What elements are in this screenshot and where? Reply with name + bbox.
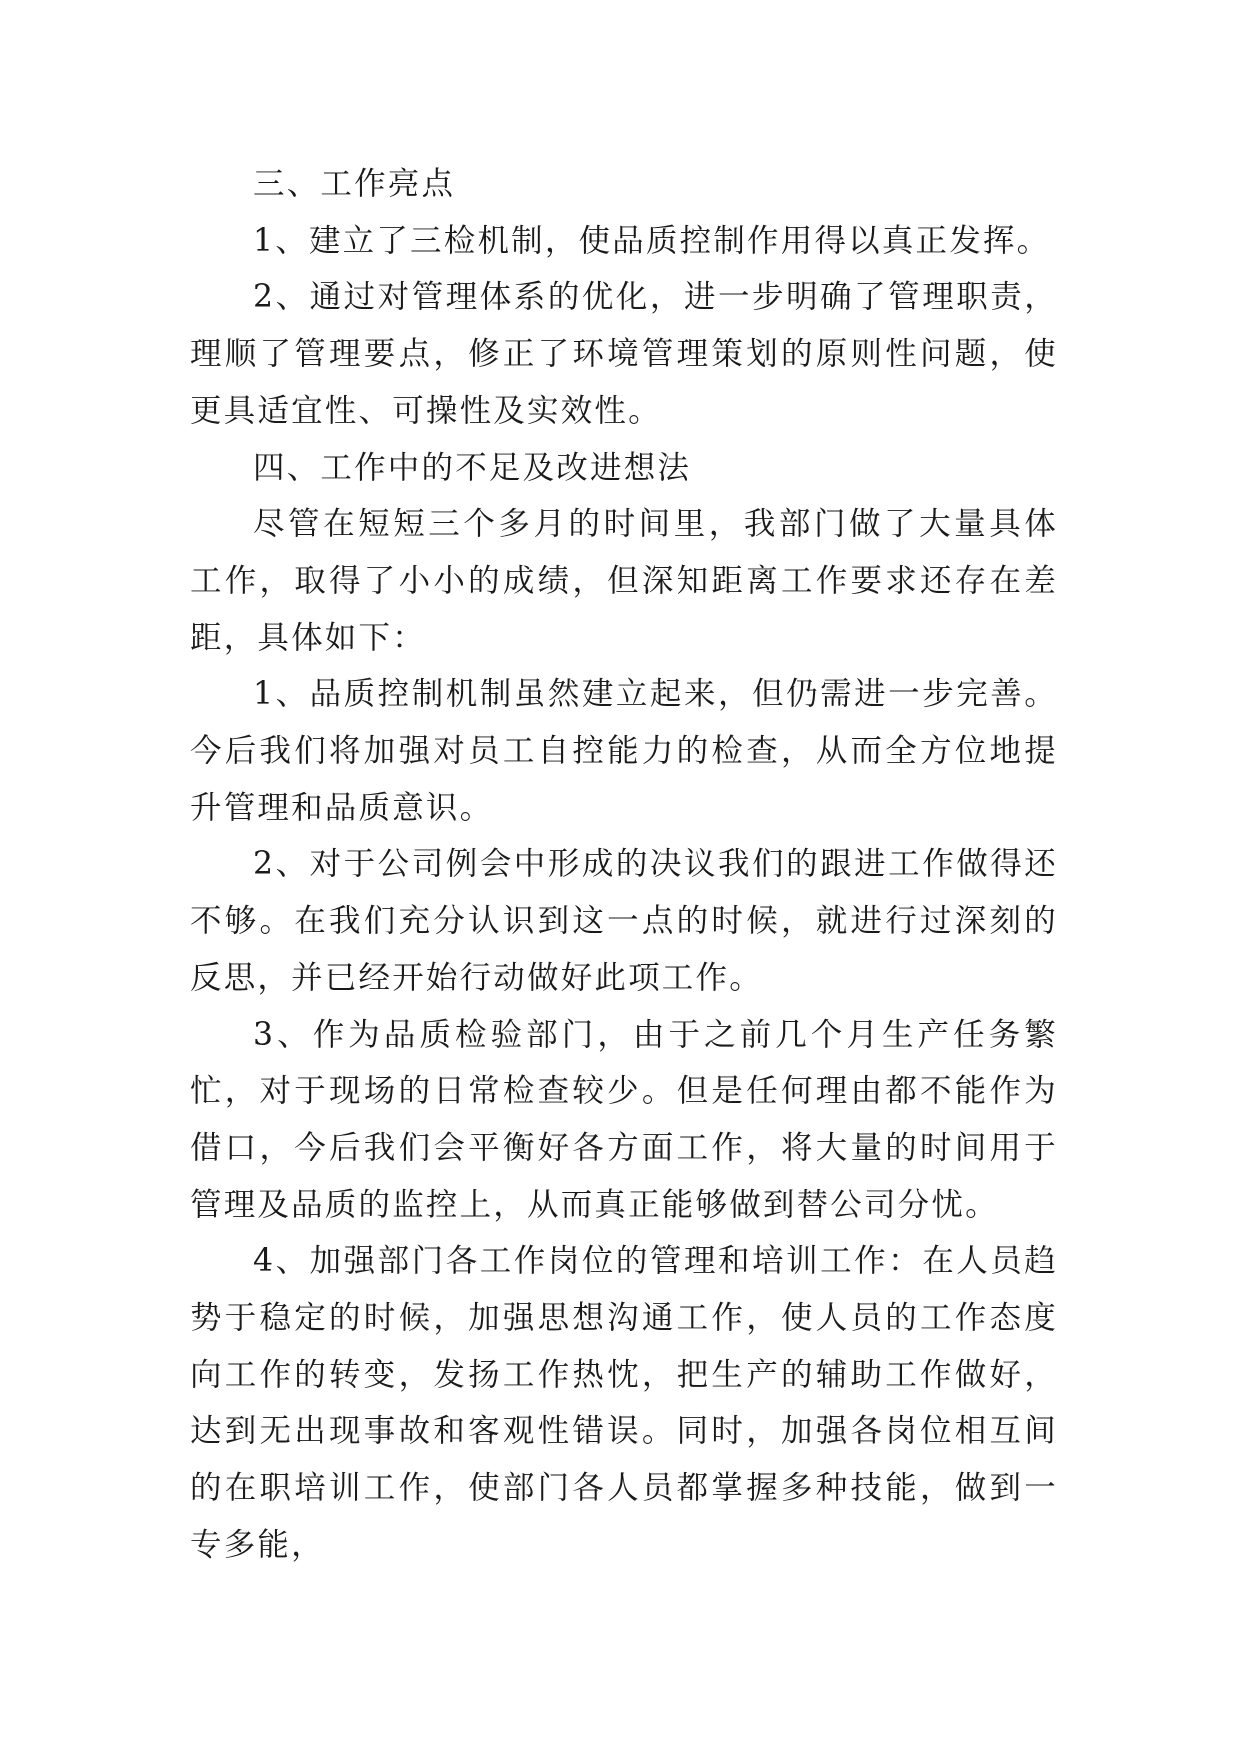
paragraph-highlight-2: 2、通过对管理体系的优化，进一步明确了管理职责，理顺了管理要点，修正了环境管理策划的原则性问题，使更具适宜性、可操性及实效性。 [190, 279, 1058, 429]
section-heading-highlights: 三、工作亮点 [253, 166, 456, 202]
paragraph-shortcomings-intro: 尽管在短短三个多月的时间里，我部门做了大量具体工作，取得了小小的成绩，但深知距离工作要求还存在差距，具体如下： [190, 506, 1058, 656]
paragraph-shortcoming-4: 4、加强部门各工作岗位的管理和培训工作：在人员趋势于稳定的时候，加强思想沟通工作，使人员的工作态度向工作的转变，发扬工作热忱，把生产的辅助工作做好，达到无出现事故和客观性错误。同时，加强各岗位相互间的在职培训工作，使部门各人员都掌握多种技能，做到一专多能， [190, 1243, 1058, 1563]
paragraph-shortcoming-1: 1、品质控制机制虽然建立起来，但仍需进一步完善。今后我们将加强对员工自控能力的检查，从而全方位地提升管理和品质意识。 [190, 676, 1058, 826]
paragraph-shortcoming-2: 2、对于公司例会中形成的决议我们的跟进工作做得还不够。在我们充分认识到这一点的时候，就进行过深刻的反思，并已经开始行动做好此项工作。 [190, 846, 1058, 996]
document-body [190, 156, 1058, 1574]
paragraph-shortcoming-3: 3、作为品质检验部门，由于之前几个月生产任务繁忙，对于现场的日常检查较少。但是任何理由都不能作为借口，今后我们会平衡好各方面工作，将大量的时间用于管理及品质的监控上，从而真正能够做到替公司分忧。 [190, 1016, 1058, 1223]
section-heading-shortcomings: 四、工作中的不足及改进想法 [253, 449, 692, 486]
paragraph-highlight-1: 1、建立了三检机制，使品质控制作用得以真正发挥。 [253, 222, 1051, 259]
